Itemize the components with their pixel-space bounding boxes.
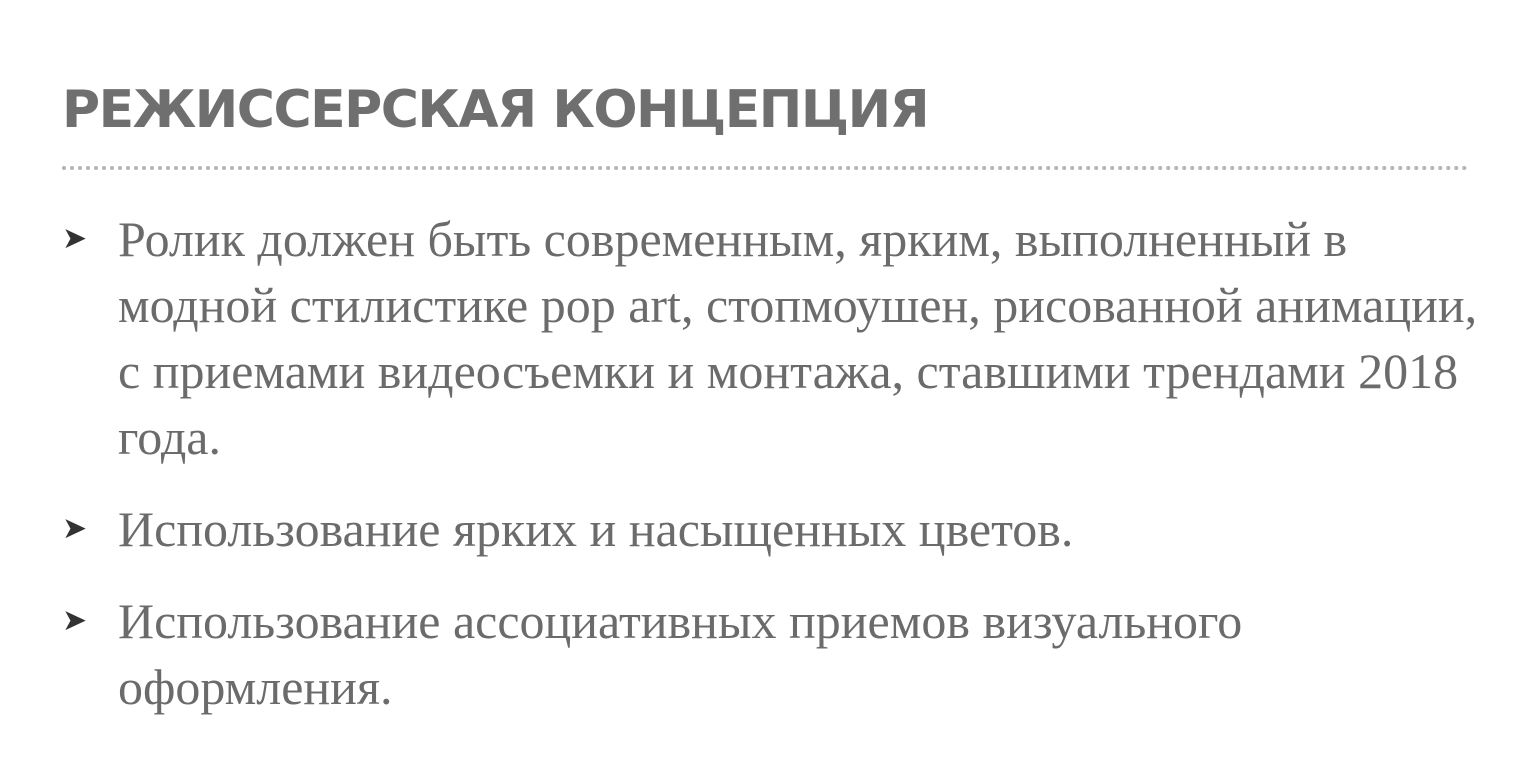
bullet-item (62, 206, 1482, 470)
bullet-text: Ролик должен быть современным, ярким, выполненный в модной стилистике pop art, стопмоушен, рисованной анимации, с приемами видеосъемки и монтажа, ставшими трендами 2018 года. (118, 211, 1478, 465)
arrowhead-bullet-icon: ➤ (62, 603, 88, 638)
bullet-list (62, 206, 1482, 746)
arrowhead-bullet-icon: ➤ (62, 511, 88, 546)
slide-title: РЕЖИССЕРСКАЯ КОНЦЕПЦИЯ (62, 80, 929, 140)
bullet-item (62, 496, 1482, 562)
bullet-text: Использование ассоциативных приемов визуального оформления. (118, 593, 1243, 715)
title-divider (62, 166, 1468, 170)
arrowhead-bullet-icon: ➤ (62, 221, 88, 256)
bullet-item (62, 588, 1482, 720)
bullet-text: Использование ярких и насыщенных цветов. (118, 501, 1074, 557)
